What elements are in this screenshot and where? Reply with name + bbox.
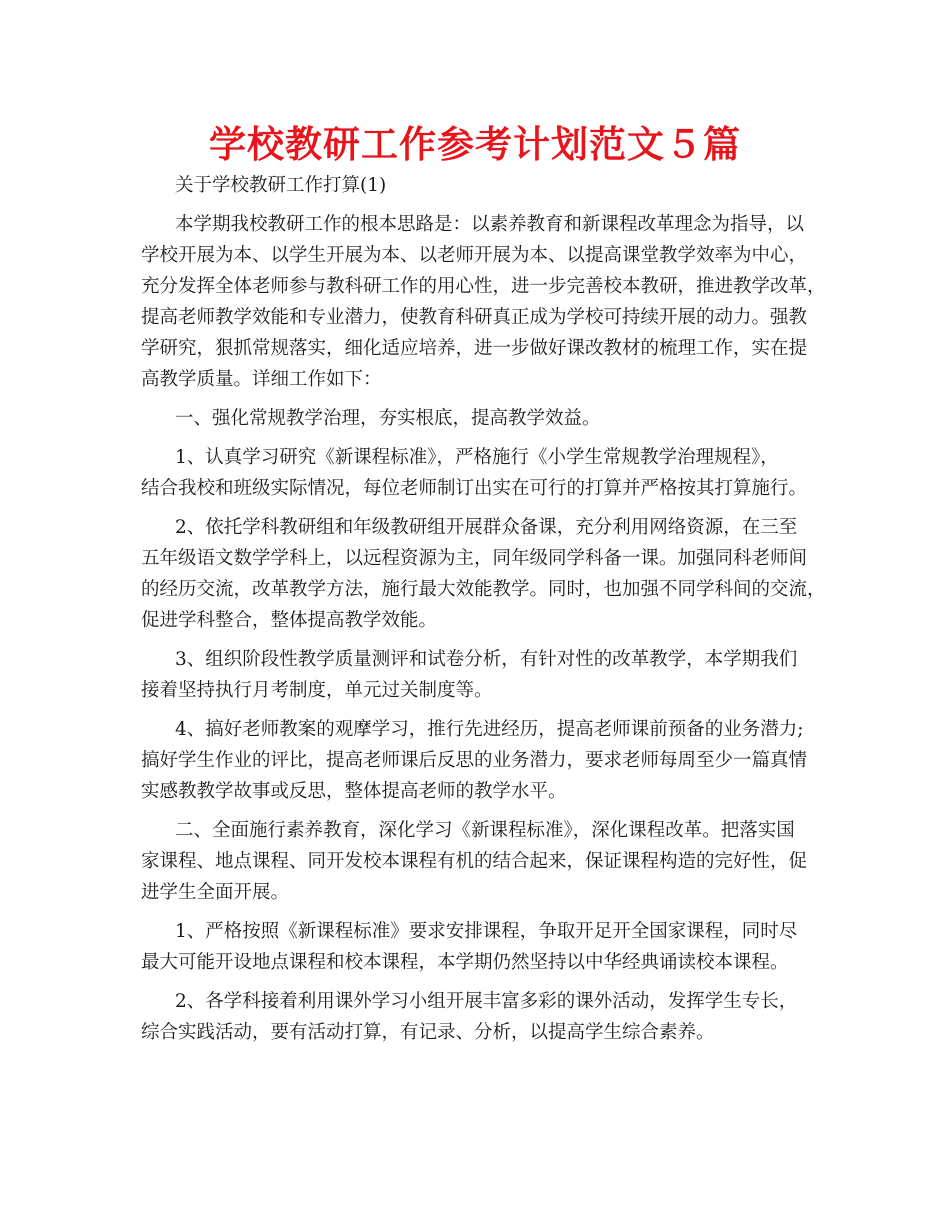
spacer <box>141 201 821 209</box>
paragraph-line: 1、严格按照《新课程标准》要求安排课程，争取开足开全国家课程，同时尽 <box>175 921 798 942</box>
paragraph-line: 家课程、地点课程、同开发校本课程有机的结合起来，保证课程构造的完好性，促 <box>141 851 808 872</box>
paragraph-line: 本学期我校教研工作的根本思路是：以素养教育和新课程改革理念为指导，以 <box>175 214 805 235</box>
paragraph-line: 最大可能开设地点课程和校本课程，本学期仍然坚持以中华经典诵读校本课程。 <box>141 952 789 973</box>
paragraph-line: 二、全面施行素养教育，深化学习《新课程标准》，深化课程改革。把落实国 <box>175 820 795 841</box>
paragraph <box>141 403 821 434</box>
paragraph-line: 搞好学生作业的评比，提高老师课后反思的业务潜力，要求老师每周至少一篇真情 <box>141 750 808 771</box>
paragraph-line: 一、强化常规教学治理，夯实根底，提高教学效益。 <box>175 408 601 429</box>
paragraph-line: 五年级语文数学学科上，以远程资源为主，同年级同学科备一课。加强同科老师间 <box>141 548 808 569</box>
paragraph-line: 实感教教学故事或反思，整体提高老师的教学水平。 <box>141 781 567 802</box>
paragraph <box>141 644 821 706</box>
paragraph <box>141 442 821 504</box>
paragraph-line: 促进学科整合，整体提高教学效能。 <box>141 610 438 631</box>
paragraph-line: 学研究，狠抓常规落实，细化适应培养，进一步做好课改教材的梳理工作，实在提 <box>141 338 808 359</box>
paragraph-line: 进学生全面开展。 <box>141 882 290 903</box>
paragraph-line: 充分发挥全体老师参与教科研工作的用心性，进一步完善校本教研，推进教学改革， <box>141 276 826 297</box>
paragraph-line: 学校开展为本、以学生开展为本、以老师开展为本、以提高课堂教学效率为中心， <box>141 245 808 266</box>
paragraph <box>141 986 821 1048</box>
paragraph-line: 1、认真学习研究《新课程标准》，严格施行《小学生常规教学治理规程》， <box>175 447 779 468</box>
paragraph-line: 2、各学科接着利用课外学习小组开展丰富多彩的课外活动，发挥学生专长， <box>175 991 798 1012</box>
paragraph <box>141 916 821 978</box>
paragraph-line: 综合实践活动，要有活动打算，有记录、分析，以提高学生综合素养。 <box>141 1022 715 1043</box>
document-subtitle: 关于学校教研工作打算(1) <box>175 175 387 196</box>
paragraph-line: 高教学质量。详细工作如下： <box>141 369 382 390</box>
paragraph-line: 提高老师教学效能和专业潜力，使教育科研真正成为学校可持续开展的动力。强教 <box>141 307 808 328</box>
document-title: 学校教研工作参考计划范文５篇 <box>209 123 741 166</box>
paragraph <box>141 714 821 807</box>
paragraph-line: 的经历交流，改革教学方法，施行最大效能教学。同时，也加强不同学科间的交流， <box>141 579 826 600</box>
paragraph <box>141 815 821 908</box>
paragraph-line: 接着坚持执行月考制度，单元过关制度等。 <box>141 680 493 701</box>
paragraph-line: 2、依托学科教研组和年级教研组开展群众备课，充分利用网络资源，在三至 <box>175 517 798 538</box>
document-body <box>141 170 826 1056</box>
paragraph-line: 4、搞好老师教案的观摩学习，推行先进经历，提高老师课前预备的业务潜力; <box>175 719 804 740</box>
paragraph <box>141 209 826 395</box>
paragraph <box>141 512 826 636</box>
paragraph-line: 3、组织阶段性教学质量测评和试卷分析，有针对性的改革教学，本学期我们 <box>175 649 798 670</box>
paragraph-line: 结合我校和班级实际情况，每位老师制订出实在可行的打算并严格按其打算施行。 <box>141 478 808 499</box>
